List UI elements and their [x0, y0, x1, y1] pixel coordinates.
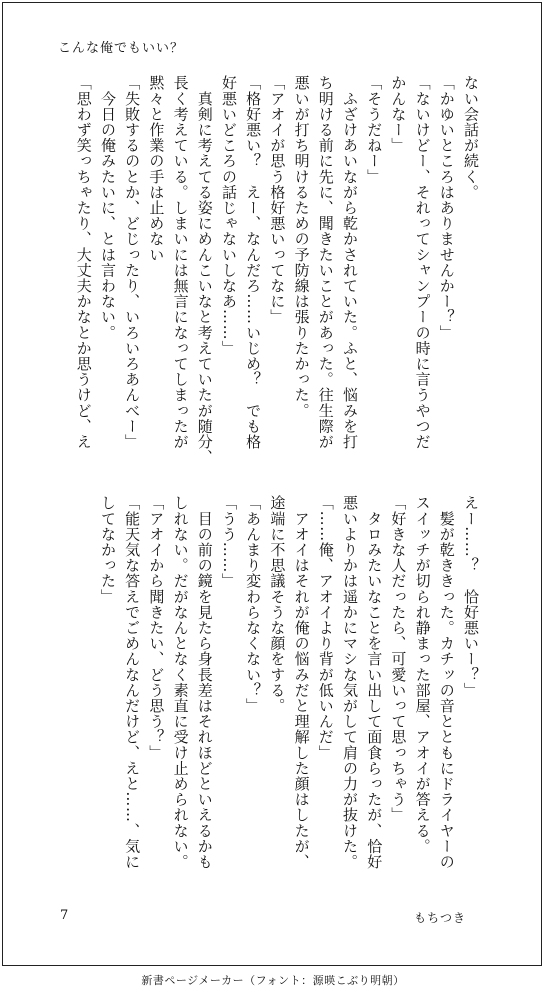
text-line: 「あんまり変わらなくない？」: [244, 495, 263, 714]
text-line: かんなー」: [389, 75, 408, 153]
text-line: ち明ける前に先に、聞きたいことがあった。往生際が: [316, 75, 335, 450]
text-line: 「思わず笑っちゃたり、大丈夫かなとか思うけど、え: [74, 75, 93, 450]
page-number: 7: [60, 908, 69, 923]
text-line: 途端に不思議そうな顔をする。: [268, 495, 287, 714]
text-block-bottom: [23, 495, 483, 895]
text-line: 「ないけどー、それってシャンプーの時に言うやつだ: [413, 75, 432, 450]
text-line: 「能天気な答えでごめんなんだけど、えと……、気に: [123, 495, 142, 870]
text-line: 「……俺、アオイより背が低いんだ」: [316, 495, 335, 761]
text-line: 真剣に考えてる姿にめんこいなと考えていたが随分、: [195, 75, 214, 465]
text-line: 好悪いどころの話じゃないしなあ……」: [219, 75, 238, 356]
author-name: もちつき: [414, 911, 466, 925]
text-line: ふざけあいながら乾かされていた。ふと、悩みを打: [340, 75, 359, 450]
text-line: 目の前の鏡を見たら身長差はそれほどといえるかも: [195, 495, 214, 870]
text-line: 「アオイから聞きたい、どう思う？」: [147, 495, 166, 761]
text-line: 黙々と作業の手は止めない: [147, 75, 166, 263]
text-line: 「アオイが思う格好悪いってなに」: [268, 75, 287, 325]
text-line: してなかった」: [98, 495, 117, 605]
text-line: 「うう……」: [219, 495, 238, 589]
text-line: 「そうだねー」: [365, 75, 384, 185]
text-line: スイッチが切られ静まった部屋、アオイが答える。: [413, 495, 432, 854]
text-line: しれない。だがなんとなく素直に受け止められない。: [171, 495, 190, 870]
text-line: 「好きな人だったら、可愛いって思っちゃう」: [389, 495, 408, 823]
text-line: ない会話が続く。: [462, 75, 480, 200]
text-line: 悪いが打ち明けるための予防線は張りたかった。: [292, 75, 311, 419]
text-line: 髪が乾ききった。カチッの音とともにドライヤーの: [437, 495, 456, 870]
text-line: タロみたいなことを言い出して面食らったが、恰好: [365, 495, 384, 870]
text-line: 今日の俺みたいに、とは言わない。: [98, 75, 117, 341]
novel-page: [2, 2, 542, 966]
text-line: 「かゆいところはありませんかー？」: [437, 75, 456, 341]
text-line: 「格好悪い？ えー、なんだろ……いじめ？ でも格: [244, 75, 263, 450]
generator-credit: 新書ページメーカー（フォント：源暎こぶり明朝）: [141, 974, 405, 987]
text-line: 「失敗するのとか、どじったり、いろいろあんべー」: [123, 75, 142, 450]
text-line: 長く考えている。しまいには無言になってしまったが: [171, 75, 190, 450]
running-title: こんな俺でもいい？: [58, 41, 185, 56]
text-line: アオイはそれが俺の悩みだと理解した顔はしたが、: [292, 495, 311, 870]
text-line: えー……？ 恰好悪いー？」: [462, 495, 480, 698]
text-block-top: [23, 75, 483, 475]
text-line: 悪いよりかは遥かにマシな気がして肩の力が抜けた。: [340, 495, 359, 870]
